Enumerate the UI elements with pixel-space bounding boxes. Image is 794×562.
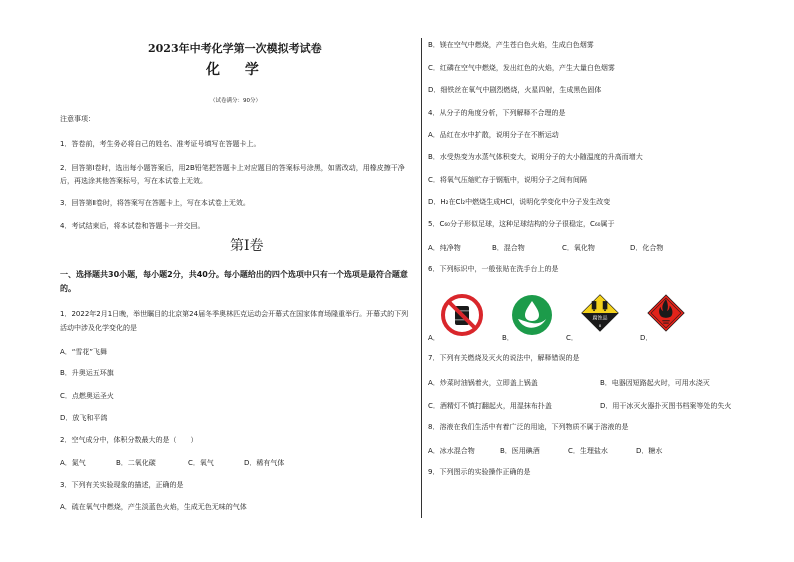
subject-title: 化 学 — [206, 62, 269, 78]
q4-option-c: C．将氧气压缩贮存于钢瓶中，说明分子之间有间隔 — [428, 176, 587, 184]
q8-option-a: A．冰水混合物 — [428, 447, 475, 455]
q1-option-c: C．点燃奥运圣火 — [60, 392, 114, 400]
q2-option-c: C．氧气 — [188, 459, 214, 467]
q8-stem: 8．溶液在我们生活中有着广泛的用途，下列物质不属于溶液的是 — [428, 423, 629, 431]
notice-item-3: 3．回答第Ⅱ卷时，将答案写在答题卡上，写在本试卷上无效。 — [60, 199, 250, 207]
corrosive-label: 腐蚀品 — [592, 315, 608, 322]
q3-option-d: D．细铁丝在氧气中剧烈燃烧，火星四射，生成黑色固体 — [428, 86, 602, 94]
notice-item-2: 2．回答第Ⅰ卷时，选出每小题答案后，用2B铅笔把答题卡上对应题目的答案标号涂黑，如需改动，用橡皮擦干净后，再选涂其他答案标号，写在本试卷上无效。 — [60, 164, 405, 185]
q3-option-a: A．硫在氧气中燃烧，产生淡蓝色火焰，生成无色无味的气体 — [60, 503, 247, 511]
score-note: （试卷满分：90分） — [210, 98, 261, 104]
q2-option-b: B．二氧化碳 — [116, 459, 156, 467]
q9-stem: 9．下列图示的实验操作正确的是 — [428, 468, 531, 476]
q2-stem: 2．空气成分中，体积分数最大的是（ ） — [60, 436, 198, 444]
q3-stem: 3．下列有关实验现象的描述，正确的是 — [60, 481, 184, 489]
notice-item-1: 1．答卷前，考生务必将自己的姓名、准考证号填写在答题卡上。 — [60, 140, 261, 148]
q7-option-c: C．酒精灯不慎打翻起火，用湿抹布扑盖 — [428, 402, 552, 410]
q7-options-cd — [428, 401, 731, 411]
corrosive-hazard-sign-icon — [578, 291, 622, 335]
q5-option-a: A．纯净物 — [428, 244, 461, 252]
q7-option-a: A．炒菜时油锅着火，立即盖上锅盖 — [428, 379, 538, 387]
volume-title: 第Ⅰ卷 — [230, 238, 264, 254]
q2-options — [60, 458, 284, 468]
q8-option-c: C．生理盐水 — [568, 447, 608, 455]
corrosive-class-number: 8 — [598, 323, 602, 328]
section-heading: 一、选择题共30小题，每小题2分，共40分。每小题给出的四个选项中只有一个选项是最符合题意的。 — [60, 270, 408, 293]
q4-option-a: A．品红在水中扩散，说明分子在不断运动 — [428, 131, 559, 139]
q5-option-c: C．氧化物 — [562, 244, 595, 252]
exam-title: 2023年中考化学第一次模拟考试卷 — [148, 42, 322, 55]
q6-option-d: D． — [640, 334, 653, 342]
q1-stem: 1．2022年2月1日晚，举世瞩目的北京第24届冬季奥林匹克运动会开幕式在国家体育场隆重举行。开幕式的下列活动中涉及化学变化的是 — [60, 310, 409, 332]
q8-option-d: D．糖水 — [636, 447, 663, 455]
water-hand-wash-sign-icon — [510, 293, 554, 337]
q3-option-b: B．镁在空气中燃烧，产生苍白色火焰，生成白色烟雾 — [428, 41, 594, 49]
flammable-hazard-sign-icon — [644, 291, 688, 335]
q3-option-c: C．红磷在空气中燃烧，发出红色的火焰，产生大量白色烟雾 — [428, 64, 615, 72]
q8-option-b: B．医用碘酒 — [500, 447, 540, 455]
q7-option-b: B．电器因短路起火时，可用水浇灭 — [600, 379, 710, 387]
q7-stem: 7．下列有关燃烧及灭火的说法中，解释错误的是 — [428, 354, 580, 362]
q6-option-a: A． — [428, 334, 440, 342]
q1-option-a: A．“雪花”飞舞 — [60, 348, 108, 356]
q2-option-d: D．稀有气体 — [244, 459, 285, 467]
q1-option-b: B．升奥运五环旗 — [60, 369, 114, 377]
q4-stem: 4．从分子的角度分析，下列解释不合理的是 — [428, 109, 566, 117]
q6-option-c: C． — [566, 334, 578, 342]
q2-option-a: A．氮气 — [60, 459, 86, 467]
q5-option-d: D．化合物 — [630, 244, 664, 252]
q6-stem: 6．下列标识中，一般张贴在洗手台上的是 — [428, 265, 559, 273]
column-divider — [421, 38, 422, 518]
q5-stem: 5．C₆₀分子形似足球，这种足球结构的分子很稳定，C₆₀属于 — [428, 220, 615, 228]
q1-option-d: D．放飞和平鸽 — [60, 414, 108, 422]
q6-option-b: B． — [502, 334, 514, 342]
q4-option-b: B．水受热变为水蒸气体积变大，说明分子的大小随温度的升高而增大 — [428, 153, 643, 161]
q5-option-b: B．混合物 — [492, 244, 525, 252]
q8-options — [428, 446, 662, 456]
no-chemical-drum-sign-icon — [440, 293, 484, 337]
q7-option-d: D．用干冰灭火器扑灭图书档案等处的失火 — [600, 402, 732, 410]
notice-title: 注意事项： — [60, 115, 95, 123]
q5-options — [428, 243, 663, 253]
q4-option-d: D．H₂在Cl₂中燃烧生成HCl，说明化学变化中分子发生改变 — [428, 198, 611, 206]
notice-item-4: 4．考试结束后，将本试卷和答题卡一并交回。 — [60, 222, 205, 230]
q7-options-ab — [428, 378, 710, 388]
